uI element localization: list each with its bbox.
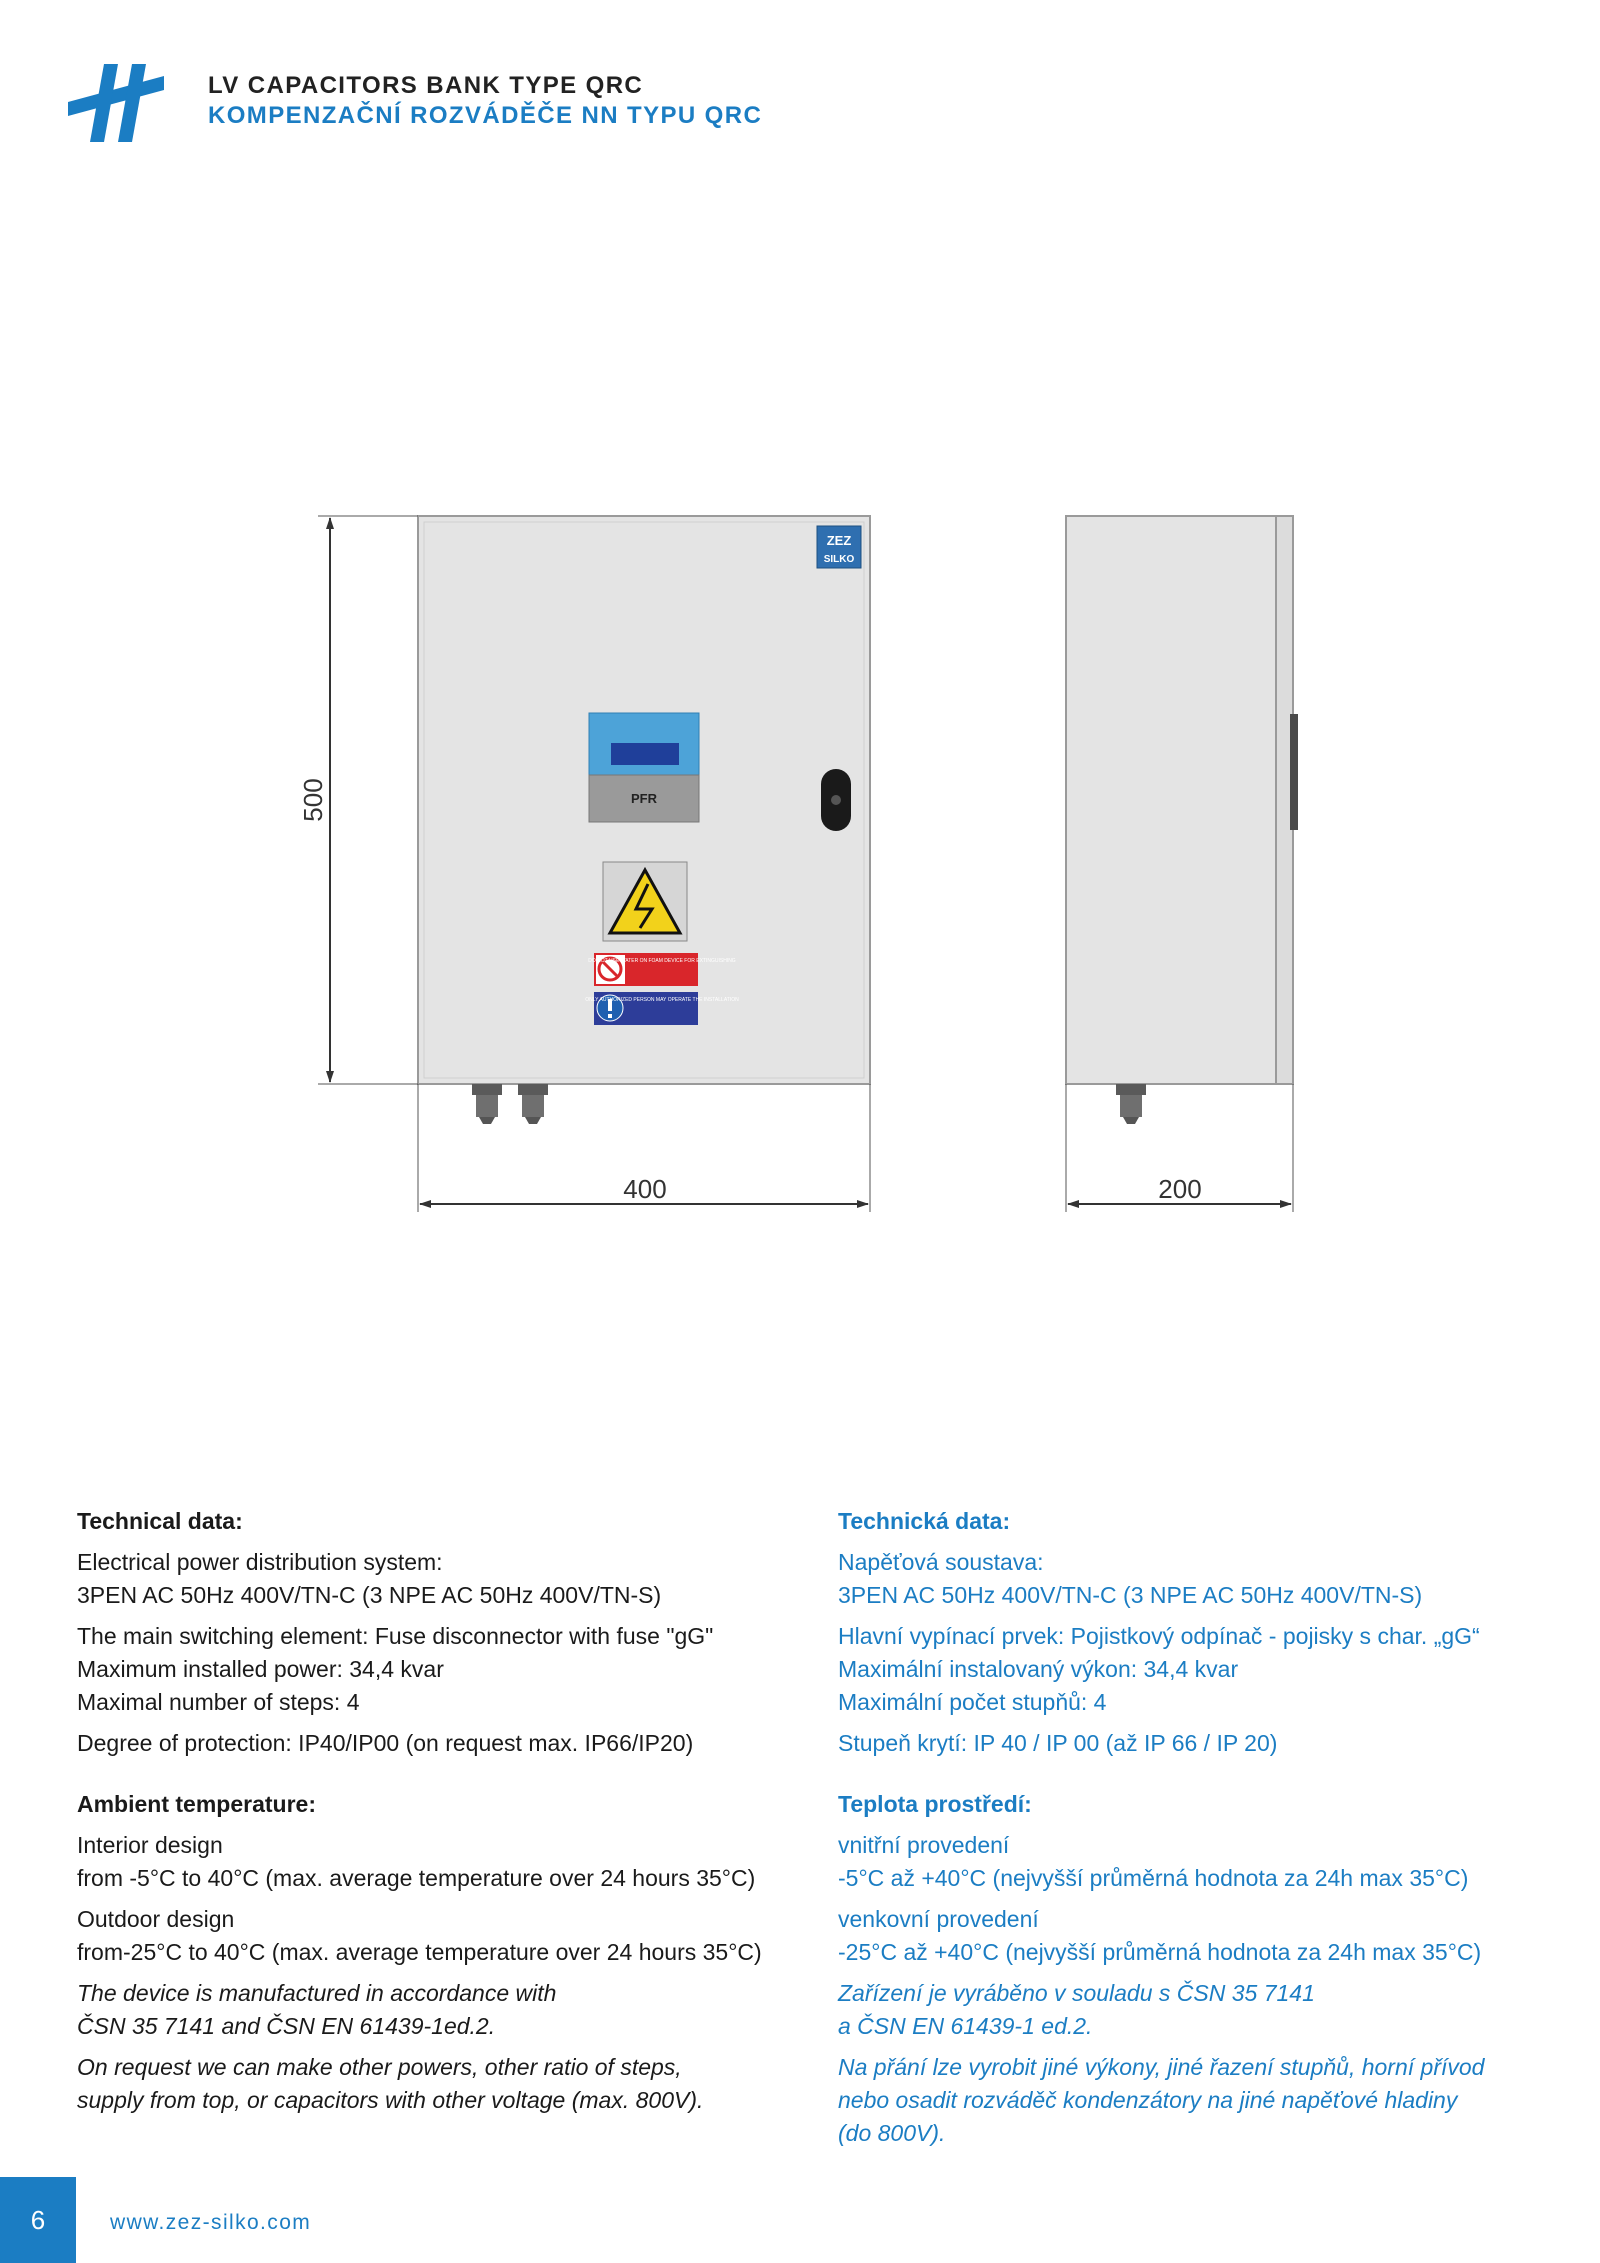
tech-paragraph-2-en <box>77 1620 817 1719</box>
text-line: Zařízení je vyráběno v souladu s ČSN 35 7141 <box>838 1980 1315 2006</box>
technical-data-en <box>77 1505 817 2125</box>
text-line: 3PEN AC 50Hz 400V/TN-C (3 NPE AC 50Hz 400V/TN-S) <box>77 1582 662 1608</box>
text-line: Outdoor design <box>77 1906 235 1932</box>
text-line: -25°C až +40°C (nejvyšší průměrná hodnota za 24h max 35°C) <box>838 1939 1482 1965</box>
text-line: from-25°C to 40°C (max. average temperature over 24 hours 35°C) <box>77 1939 762 1965</box>
website-link[interactable]: www.zez-silko.com <box>110 2211 312 2234</box>
side-cable-gland <box>1116 1084 1146 1124</box>
text-line: Hlavní vypínací prvek: Pojistkový odpínač - pojisky s char. „gG“ <box>838 1623 1480 1649</box>
cable-gland-right <box>518 1084 548 1124</box>
text-line: Maximum installed power: 34,4 kvar <box>77 1656 444 1682</box>
text-line: Electrical power distribution system: <box>77 1549 443 1575</box>
pfr-controller <box>589 713 699 822</box>
text-line: Degree of protection: IP40/IP00 (on request max. IP66/IP20) <box>77 1730 694 1756</box>
ambient-paragraph-2-cz <box>838 1903 1578 1969</box>
ambient-heading-cz: Teplota prostředí: <box>838 1791 1032 1817</box>
ambient-paragraph-4-en <box>77 2051 817 2117</box>
text-line: -5°C až +40°C (nejvyšší průměrná hodnota za 24h max 35°C) <box>838 1865 1469 1891</box>
header-title-en: LV CAPACITORS BANK TYPE QRC <box>208 72 644 99</box>
height-dimension <box>298 516 418 1084</box>
text-line: vnitřní provedení <box>838 1832 1010 1858</box>
brand-badge <box>817 526 861 568</box>
height-dimension-label: 500 <box>298 778 328 822</box>
tech-paragraph-2-cz <box>838 1620 1578 1719</box>
text-line: 3PEN AC 50Hz 400V/TN-C (3 NPE AC 50Hz 400V/TN-S) <box>838 1582 1423 1608</box>
text-line: (do 800V). <box>838 2120 946 2146</box>
ambient-heading-en: Ambient temperature: <box>77 1791 316 1817</box>
technical-data-cz <box>838 1505 1578 2158</box>
text-line: Napěťová soustava: <box>838 1549 1044 1575</box>
cable-gland-left <box>472 1084 502 1124</box>
ambient-paragraph-3-cz <box>838 1977 1578 2043</box>
pfr-label: PFR <box>631 791 657 806</box>
brand-badge-top: ZEZ <box>826 533 852 548</box>
text-line: The main switching element: Fuse disconnector with fuse "gG" <box>77 1623 714 1649</box>
text-line: supply from top, or capacitors with other voltage (max. 800V). <box>77 2087 704 2113</box>
width-dimension-label: 400 <box>623 1174 667 1204</box>
side-cabinet-body <box>1066 516 1276 1084</box>
text-line: Maximální instalovaný výkon: 34,4 kvar <box>838 1656 1239 1682</box>
text-line: Stupeň krytí: IP 40 / IP 00 (až IP 66 / IP 20) <box>838 1730 1278 1756</box>
text-line: Maximal number of steps: 4 <box>77 1689 360 1715</box>
text-line: a ČSN EN 61439-1 ed.2. <box>838 2013 1093 2039</box>
warning-label-authorized-text: ONLY AUTHORIZED PERSON MAY OPERATE THE INSTALLATION <box>585 997 739 1003</box>
text-line: ČSN 35 7141 and ČSN EN 61439-1ed.2. <box>77 2013 496 2039</box>
text-line: Maximální počet stupňů: 4 <box>838 1689 1107 1715</box>
text-line: The device is manufactured in accordance with <box>77 1980 557 2006</box>
ambient-paragraph-2-en <box>77 1903 817 1969</box>
text-line: On request we can make other powers, other ratio of steps, <box>77 2054 682 2080</box>
depth-dimension <box>1066 1084 1293 1212</box>
tech-paragraph-1-en <box>77 1546 817 1612</box>
side-lock-handle <box>1290 714 1298 830</box>
ambient-paragraph-4-cz <box>838 2051 1578 2150</box>
warning-label-water-text: DO NOT USE WATER ON FOAM DEVICE FOR EXTINGUISHING <box>588 958 736 964</box>
tech-paragraph-3-cz <box>838 1727 1578 1760</box>
depth-dimension-label: 200 <box>1158 1174 1202 1204</box>
tech-heading-cz: Technická data: <box>838 1508 1011 1534</box>
ambient-paragraph-1-cz <box>838 1829 1578 1895</box>
ambient-paragraph-3-en <box>77 1977 817 2043</box>
page-number: 6 <box>30 2205 46 2235</box>
text-line: Interior design <box>77 1832 223 1858</box>
text-line: venkovní provedení <box>838 1906 1039 1932</box>
text-line: nebo osadit rozváděč kondenzátory na jiné napěťové hladiny <box>838 2087 1458 2113</box>
tech-paragraph-1-cz <box>838 1546 1578 1612</box>
ambient-paragraph-1-en <box>77 1829 817 1895</box>
front-view <box>298 516 870 1212</box>
text-line: Na přání lze vyrobit jiné výkony, jiné řazení stupňů, horní přívod <box>838 2054 1485 2080</box>
electrical-warning-icon <box>603 862 687 941</box>
side-view <box>1066 516 1298 1212</box>
brand-badge-bottom: SILKO <box>823 554 855 565</box>
text-line: from -5°C to 40°C (max. average temperature over 24 hours 35°C) <box>77 1865 756 1891</box>
tech-heading-en: Technical data: <box>77 1508 243 1534</box>
door-lock-icon <box>821 769 851 831</box>
header-title-cz: KOMPENZAČNÍ ROZVÁDĚČE NN TYPU QRC <box>208 102 763 129</box>
tech-paragraph-3-en <box>77 1727 817 1760</box>
